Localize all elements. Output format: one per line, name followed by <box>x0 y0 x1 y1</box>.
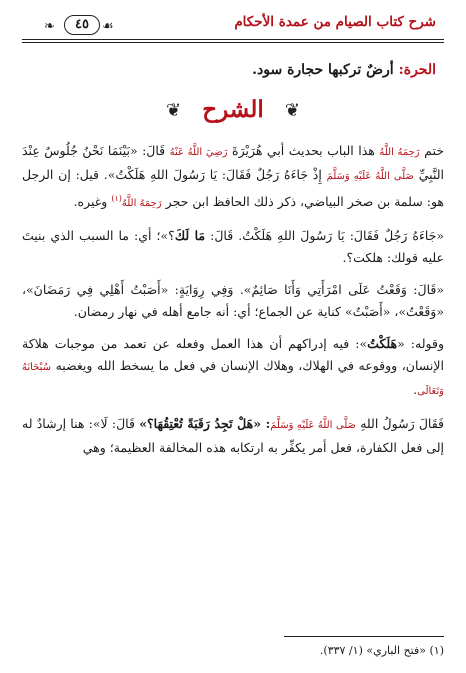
ornament-icon: ❦ <box>284 100 300 121</box>
text-run: قَالَ: لَا»: هنا إرشادٌ له إلى فعل الكفارة، فعل أمر يكفِّر به ارتكابه هذه المخالفة العظيمة؛ وهي <box>22 416 444 456</box>
text-run: «قَالَ: وَقَعْتُ عَلَى امْرَأَتِي وَأَنَا صَائِمٌ». وَفِي رِوَايَةٍ: «أَصَبْتُ أَهْلِي فِي رَمَضَانَ»، «وَقَعْتُ»، «أَصَبْتُ» كناية عن الجماع؛ أي: أنه جامع أهله في نهار رمضان. <box>22 282 444 320</box>
text-run: فَقَالَ رَسُولُ اللهِ <box>356 416 445 432</box>
footnote-divider <box>284 636 444 637</box>
page-number: ٤٥ <box>64 15 100 35</box>
text-run: »: فيه إدراكهم أن هذا العمل وفعله عن تعمد من موجبات هلاكة الإنسان، ووقوعه في الهلاك، وهلاك الإنسان في فعل ما يسخط الله ويغضبه <box>22 336 444 374</box>
paragraph <box>22 413 444 459</box>
honorific: رَحِمَهُ اللَّهُ <box>121 198 162 210</box>
quoted-phrase: هَلَكْتُ <box>367 336 398 352</box>
paragraph <box>22 140 444 215</box>
honorific: صَلَّى اللَّهُ عَلَيْهِ وَسَلَّمَ <box>326 171 414 182</box>
lead-term: الحرة: <box>398 62 436 78</box>
text-run: وقوله: « <box>397 336 444 352</box>
text-run: . <box>413 382 418 398</box>
lead-definition <box>30 62 436 78</box>
lead-text: أرضٌ تركبها حجارة سود. <box>252 62 394 78</box>
text-run: «جَاءَهُ رَجُلٌ فَقَالَ: يَا رَسُولَ اللهِ هَلَكْتُ. قَالَ: <box>205 228 445 244</box>
header-title: شرح كتاب الصيام من عمدة الأحكام <box>234 14 436 30</box>
body-text <box>22 140 444 469</box>
text-run: إِذْ جَاءَهُ رَجُلٌ فَقَالَ: يَا رَسُولَ اللهِ هَلَكْتُ». قيل: إن الرجل هو: سلمة بن صخر البياضي، ذكر ذلك الحافظ ابن حجر <box>22 167 444 210</box>
paragraph <box>22 225 444 269</box>
paragraph <box>22 279 444 323</box>
header-divider-thin <box>22 42 444 43</box>
ornament-icon: ❧ <box>44 19 55 34</box>
text-run: هذا الباب بحديث أبي هُرَيْرَةَ <box>227 143 380 158</box>
footnote-marker: (١) <box>111 194 122 203</box>
section-title: الشرح <box>202 96 264 123</box>
ornament-icon: ❦ <box>166 100 182 121</box>
section-heading <box>0 94 466 128</box>
footnote: (١) «فتح الباري» (١/ ٣٣٧). <box>319 644 444 657</box>
quoted-phrase: مَا لَكَ <box>174 228 206 244</box>
honorific: رَضِيَ اللَّهُ عَنْهُ <box>169 147 228 158</box>
text-run: قَالَ: «بَيْنَمَا نَحْنُ جُلُوسٌ عِنْدَ النَّبِيِّ <box>22 143 445 182</box>
text-run: ؟»؛ أي: ما السبب الذي بنيتَ عليه قولك: هلكت؟. <box>22 228 444 266</box>
honorific: سُبْحَانَهُ وَتَعَالَى <box>22 362 444 398</box>
ornament-icon: ☙ <box>102 19 114 34</box>
honorific: صَلَّى اللَّهُ عَلَيْهِ وَسَلَّمَ <box>270 420 356 432</box>
page-number-frame <box>42 12 120 38</box>
page-header <box>22 10 444 40</box>
quoted-phrase: : «هَلْ تَجِدُ رَقَبَةً تُعْتِقُهَا؟» <box>139 416 271 432</box>
honorific: رَحِمَهُ اللَّهُ <box>379 147 420 158</box>
header-divider <box>22 39 444 40</box>
paragraph <box>22 333 444 403</box>
text-run: ختم <box>419 143 444 158</box>
text-run: وغيره. <box>73 194 112 210</box>
